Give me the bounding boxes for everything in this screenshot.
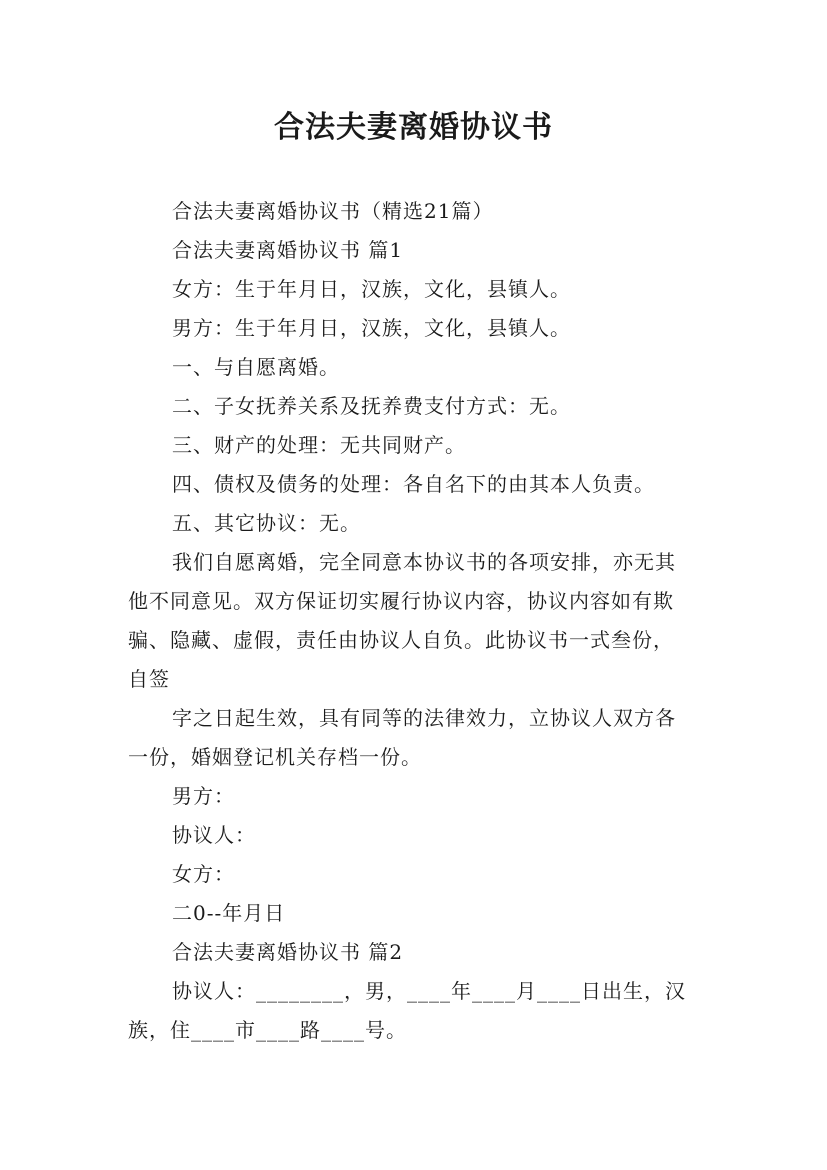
paragraph-line: 一、与自愿离婚。 (172, 355, 340, 379)
paragraph-line: 字之日起生效，具有同等的法律效力，立协议人双方各 (172, 706, 676, 730)
paragraph-line: 合法夫妻离婚协议书 篇1 (172, 238, 404, 262)
paragraph-line: 男方： (172, 784, 235, 808)
paragraph-line: 骗、隐藏、虚假，责任由协议人自负。此协议书一式叁份， (128, 628, 674, 652)
paragraph-line: 自签 (128, 667, 170, 691)
paragraph-line: 他不同意见。双方保证切实履行协议内容，协议内容如有欺 (128, 589, 674, 613)
paragraph-line: 女方： (172, 862, 235, 886)
paragraph-line: 三、财产的处理：无共同财产。 (172, 433, 466, 457)
paragraph-line: 女方：生于年月日，汉族，文化，县镇人。 (172, 277, 571, 301)
paragraph-line: 四、债权及债务的处理：各自名下的由其本人负责。 (172, 472, 655, 496)
paragraph-line: 合法夫妻离婚协议书（精选21篇） (172, 199, 494, 223)
paragraph-line: 协议人： (172, 823, 256, 847)
paragraph-line: 二0--年月日 (172, 901, 286, 925)
paragraph-line: 族，住____市____路____号。 (128, 1018, 407, 1042)
document-title: 合法夫妻离婚协议书 (274, 110, 553, 145)
paragraph-line: 合法夫妻离婚协议书 篇2 (172, 940, 404, 964)
paragraph-line: 男方：生于年月日，汉族，文化，县镇人。 (172, 316, 571, 340)
document-body (128, 192, 703, 1050)
paragraph-line: 我们自愿离婚，完全同意本协议书的各项安排，亦无其 (172, 550, 676, 574)
paragraph-line: 二、子女抚养关系及抚养费支付方式：无。 (172, 394, 571, 418)
paragraph-line: 一份，婚姻登记机关存档一份。 (128, 745, 422, 769)
paragraph-line: 五、其它协议：无。 (172, 511, 361, 535)
paragraph-line: 协议人：________，男，____年____月____日出生，汉 (172, 979, 686, 1003)
